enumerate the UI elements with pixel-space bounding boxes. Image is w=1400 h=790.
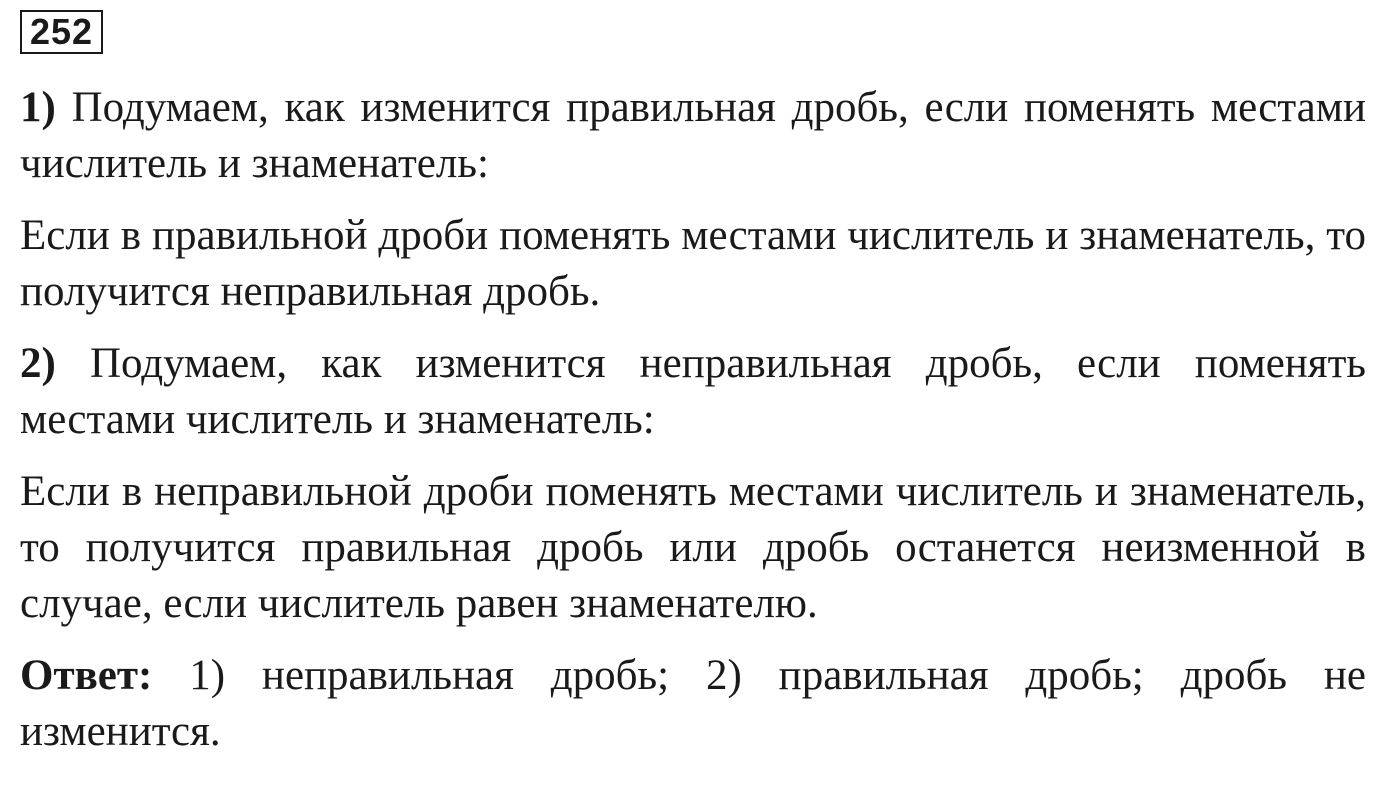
step-1-question-text: Подумаем, как изменится правильная дробь, если поменять местами числитель и знаменатель: bbox=[20, 84, 1366, 187]
document-page bbox=[20, 10, 1366, 776]
step-1-conclusion: Если в правильной дроби поменять местами числитель и знаменатель, то получится неправильная дробь. bbox=[20, 212, 1366, 315]
step-1-question bbox=[20, 80, 1366, 192]
step-2-conclusion: Если в неправильной дроби поменять местами числитель и знаменатель, то получится правильная дробь или дробь останется неизменной в случае, если числитель равен знаменателю. bbox=[20, 468, 1366, 627]
answer-paragraph bbox=[20, 648, 1366, 760]
step-2-question-text: Подумаем, как изменится неправильная дробь, если поменять местами числитель и знаменатель: bbox=[20, 340, 1366, 443]
answer-text: 1) неправильная дробь; 2) правильная дробь; дробь не изменится. bbox=[20, 652, 1366, 755]
problem-number-box: 252 bbox=[20, 10, 103, 54]
step-2-label: 2) bbox=[20, 340, 56, 387]
answer-label: Ответ: bbox=[20, 652, 153, 699]
step-2-question bbox=[20, 336, 1366, 448]
step-1-label: 1) bbox=[20, 84, 56, 131]
